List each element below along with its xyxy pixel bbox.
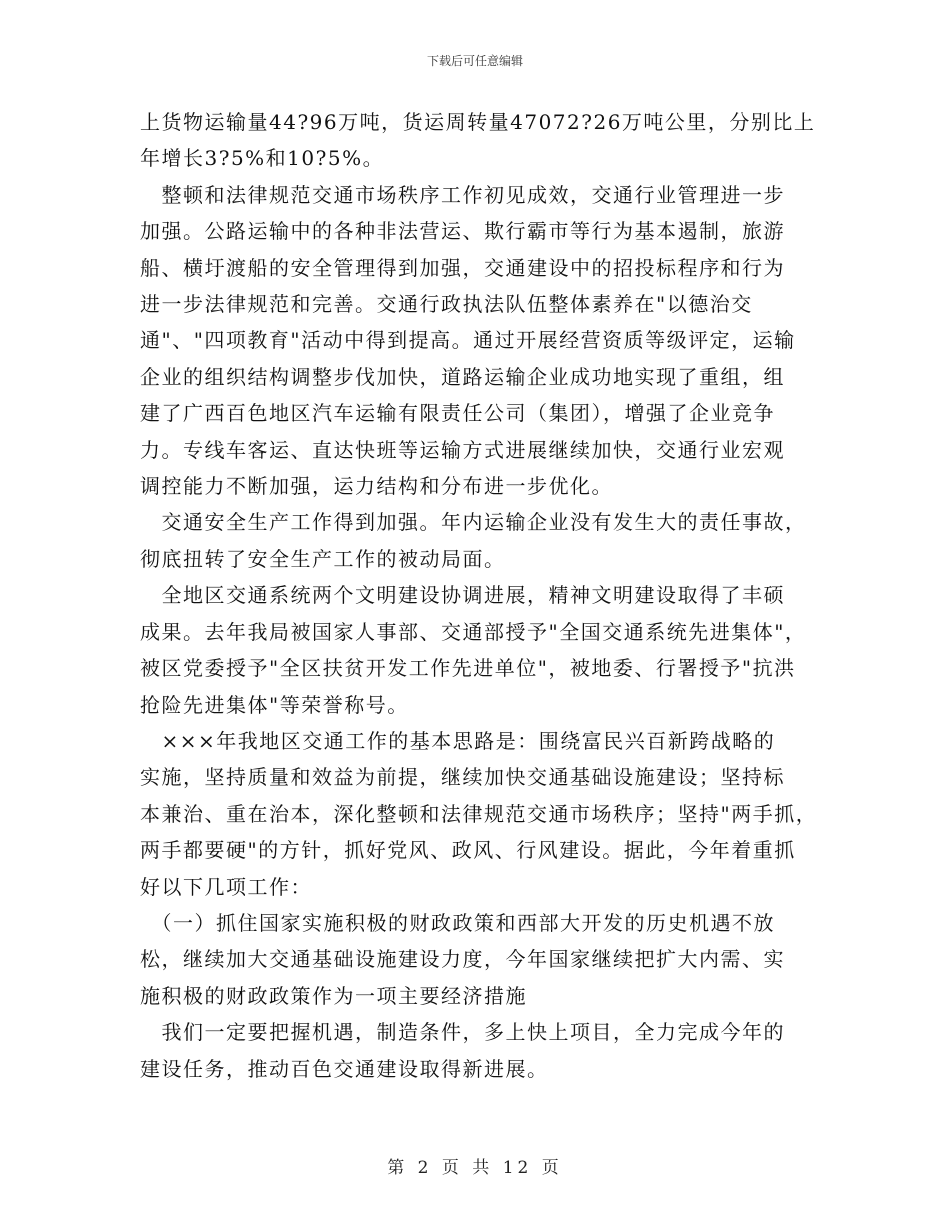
text-line: 彻底扭转了安全生产工作的被动局面。 xyxy=(140,546,506,571)
text-line: 松，继续加大交通基础设施建设力度，今年国家继续把扩大内需、实 xyxy=(140,947,785,972)
page-header: 下载后可任意编辑 xyxy=(426,54,523,68)
text-line: 实施，坚持质量和效益为前提，继续加快交通基础设施建设；坚持标 xyxy=(140,765,785,790)
text-line: 进一步法律规范和完善。交通行政执法队伍整体素养在"以德治交 xyxy=(140,292,753,317)
text-line: 船、横圩渡船的安全管理得到加强，交通建设中的招投标程序和行为 xyxy=(140,255,785,280)
text-line: 整顿和法律规范交通市场秩序工作初见成效，交通行业管理进一步 xyxy=(140,182,785,207)
text-line: 好以下几项工作： xyxy=(140,874,312,899)
text-line: 建了广西百色地区汽车运输有限责任公司（集团），增强了企业竞争 xyxy=(140,401,775,426)
text-line: ×××年我地区交通工作的基本思路是：围绕富民兴百新跨战略的 xyxy=(140,728,776,753)
text-line: 施积极的财政政策作为一项主要经济措施 xyxy=(140,983,527,1008)
text-line: 企业的组织结构调整步伐加快，道路运输企业成功地实现了重组，组 xyxy=(140,364,785,389)
text-line: 抢险先进集体"等荣誉称号。 xyxy=(140,692,409,717)
text-line: 年增长3?5%和10?5%。 xyxy=(140,146,385,171)
text-line: 加强。公路运输中的各种非法营运、欺行霸市等行为基本遏制，旅游 xyxy=(140,219,785,244)
text-line: 被区党委授予"全区扶贫开发工作先进单位"，被地委、行署授予"抗洪 xyxy=(140,656,796,681)
document-body xyxy=(140,104,830,1087)
text-line: 力。专线车客运、直达快班等运输方式进展继续加快，交通行业宏观 xyxy=(140,437,785,462)
text-line: 本兼治、重在治本，深化整顿和法律规范交通市场秩序；坚持"两手抓， xyxy=(140,801,818,826)
text-line: 调控能力不断加强，运力结构和分布进一步优化。 xyxy=(140,474,613,499)
text-line: 交通安全生产工作得到加强。年内运输企业没有发生大的责任事故， xyxy=(140,510,807,535)
page-number-footer: 第 2 页 共 12 页 xyxy=(387,1158,563,1178)
text-line: 我们一定要把握机遇，制造条件，多上快上项目，全力完成今年的 xyxy=(140,1020,785,1045)
text-line: 全地区交通系统两个文明建设协调进展，精神文明建设取得了丰硕 xyxy=(140,583,785,608)
text-line: 两手都要硬"的方针，抓好党风、政风、行风建设。据此，今年着重抓 xyxy=(140,838,796,863)
text-line: 成果。去年我局被国家人事部、交通部授予"全国交通系统先进集体"， xyxy=(140,619,807,644)
text-line: 通"、"四项教育"活动中得到提高。通过开展经营资质等级评定，运输 xyxy=(140,328,796,353)
text-line: （一）抓住国家实施积极的财政政策和西部大开发的历史机遇不放 xyxy=(140,910,775,935)
text-line: 上货物运输量44?96万吨，货运周转量47072?26万吨公里，分别比上 xyxy=(140,110,816,134)
text-line: 建设任务，推动百色交通建设取得新进展。 xyxy=(140,1056,549,1081)
